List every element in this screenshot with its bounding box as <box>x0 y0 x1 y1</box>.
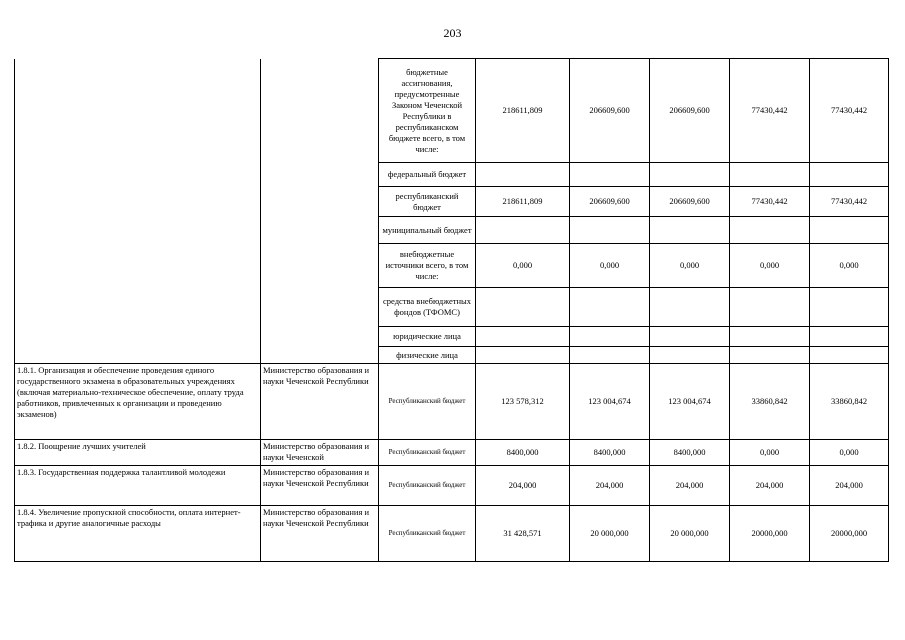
activity-name-cell: 1.8.2. Поощрение лучших учителей <box>15 440 261 466</box>
value-cell <box>810 288 889 327</box>
value-cell: 77430,442 <box>730 187 810 217</box>
value-cell: 206609,600 <box>570 187 650 217</box>
activity-name-cell: 1.8.4. Увеличение пропускной способности, оплата интернет-трафика и другие аналогичные расходы <box>15 506 261 562</box>
executor-cell: Министерство образования и науки Чеченской Республики <box>261 466 379 506</box>
value-cell <box>570 347 650 364</box>
funding-source-cell: Республиканский бюджет <box>379 440 476 466</box>
activity-name-cell: 1.8.3. Государственная поддержка талантливой молодежи <box>15 466 261 506</box>
funding-source-cell: Республиканский бюджет <box>379 506 476 562</box>
value-cell: 204,000 <box>810 466 889 506</box>
value-cell: 8400,000 <box>650 440 730 466</box>
value-cell: 204,000 <box>650 466 730 506</box>
value-cell: 20000,000 <box>810 506 889 562</box>
executor-cell <box>261 59 379 364</box>
value-cell: 123 004,674 <box>650 364 730 440</box>
value-cell <box>650 163 730 187</box>
activity-row <box>15 440 889 466</box>
value-cell <box>476 347 570 364</box>
funding-source-cell: республиканский бюджет <box>379 187 476 217</box>
value-cell: 0,000 <box>476 244 570 288</box>
value-cell: 204,000 <box>730 466 810 506</box>
value-cell <box>650 288 730 327</box>
value-cell: 218611,809 <box>476 187 570 217</box>
funding-source-cell: бюджетные ассигнования, предусмотренные Законом Чеченской Республики в республиканском бюджете всего, в том числе: <box>379 59 476 163</box>
activity-row <box>15 506 889 562</box>
value-cell: 8400,000 <box>570 440 650 466</box>
value-cell <box>810 217 889 244</box>
funding-source-cell: Республиканский бюджет <box>379 364 476 440</box>
value-cell <box>570 327 650 347</box>
value-cell <box>810 327 889 347</box>
value-cell: 33860,842 <box>730 364 810 440</box>
activity-name-cell: 1.8.1. Организация и обеспечение проведения единого государственного экзамена в образовательных учреждениях (включая материально-техническое обеспечение, оплату труда работников, привлеченных к организации и проведению экзаменов) <box>15 364 261 440</box>
value-cell: 8400,000 <box>476 440 570 466</box>
funding-source-cell: внебюджетные источники всего, в том числе: <box>379 244 476 288</box>
value-cell: 123 004,674 <box>570 364 650 440</box>
activity-name-cell <box>15 59 261 364</box>
value-cell: 0,000 <box>810 440 889 466</box>
value-cell: 20 000,000 <box>570 506 650 562</box>
value-cell: 0,000 <box>570 244 650 288</box>
value-cell <box>476 217 570 244</box>
value-cell <box>570 217 650 244</box>
value-cell: 206609,600 <box>570 59 650 163</box>
value-cell: 0,000 <box>810 244 889 288</box>
funding-row <box>15 59 889 163</box>
value-cell <box>730 163 810 187</box>
value-cell: 33860,842 <box>810 364 889 440</box>
funding-source-cell: физические лица <box>379 347 476 364</box>
value-cell <box>476 163 570 187</box>
value-cell <box>810 163 889 187</box>
value-cell: 218611,809 <box>476 59 570 163</box>
activity-row <box>15 466 889 506</box>
value-cell: 31 428,571 <box>476 506 570 562</box>
activity-row <box>15 364 889 440</box>
value-cell: 77430,442 <box>810 187 889 217</box>
value-cell: 204,000 <box>476 466 570 506</box>
value-cell <box>650 347 730 364</box>
value-cell <box>476 327 570 347</box>
value-cell: 123 578,312 <box>476 364 570 440</box>
value-cell <box>730 217 810 244</box>
funding-source-cell: федеральный бюджет <box>379 163 476 187</box>
funding-source-cell: муниципальный бюджет <box>379 217 476 244</box>
value-cell: 20000,000 <box>730 506 810 562</box>
executor-cell: Министерство образования и науки Чеченской Республики <box>261 364 379 440</box>
funding-source-cell: средства внебюджетных фондов (ТФОМС) <box>379 288 476 327</box>
value-cell: 77430,442 <box>730 59 810 163</box>
value-cell: 0,000 <box>650 244 730 288</box>
value-cell <box>810 347 889 364</box>
executor-cell: Министерство образования и науки Чеченской <box>261 440 379 466</box>
funding-source-cell: Республиканский бюджет <box>379 466 476 506</box>
value-cell: 20 000,000 <box>650 506 730 562</box>
value-cell: 77430,442 <box>810 59 889 163</box>
value-cell <box>730 327 810 347</box>
value-cell <box>650 327 730 347</box>
value-cell <box>476 288 570 327</box>
value-cell <box>730 288 810 327</box>
value-cell: 206609,600 <box>650 187 730 217</box>
budget-table <box>14 58 889 562</box>
page-number: 203 <box>443 26 462 40</box>
value-cell <box>570 288 650 327</box>
executor-cell: Министерство образования и науки Чеченской Республики <box>261 506 379 562</box>
value-cell: 204,000 <box>570 466 650 506</box>
value-cell: 206609,600 <box>650 59 730 163</box>
value-cell <box>650 217 730 244</box>
value-cell <box>570 163 650 187</box>
funding-source-cell: юридические лица <box>379 327 476 347</box>
value-cell: 0,000 <box>730 440 810 466</box>
value-cell <box>730 347 810 364</box>
value-cell: 0,000 <box>730 244 810 288</box>
